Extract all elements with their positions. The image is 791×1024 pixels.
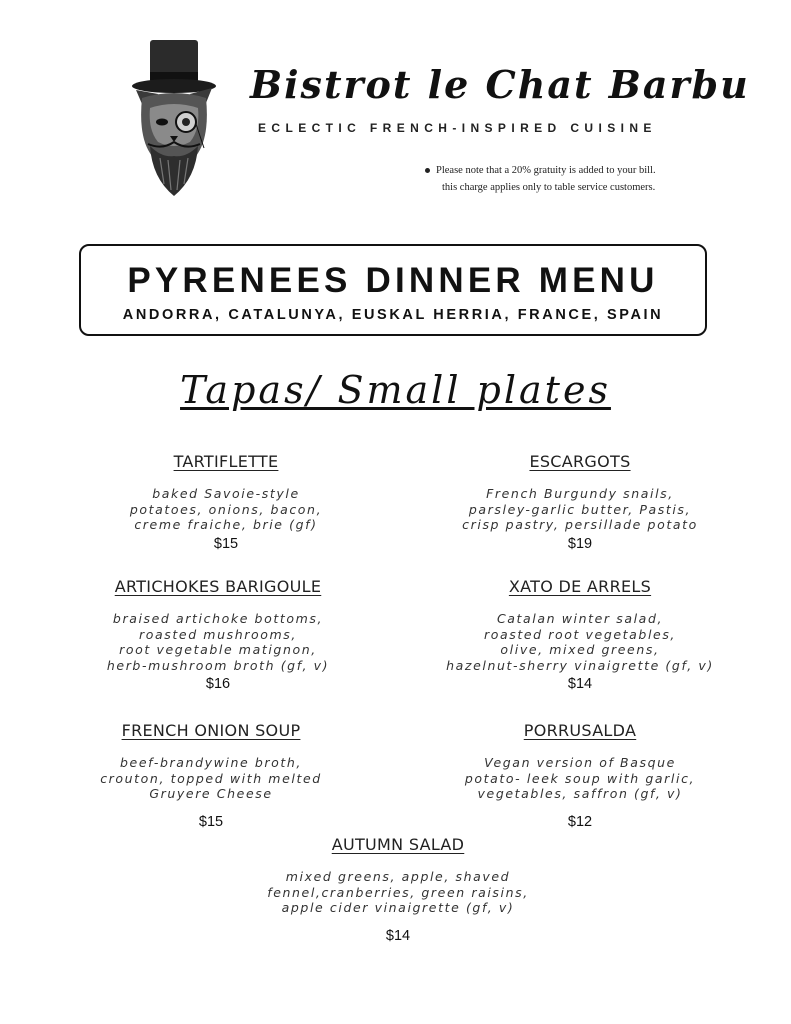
dish-description-line: apple cider vinaigrette (gf, v)	[281, 900, 515, 915]
dish-description	[420, 611, 740, 673]
dish-description-line: baked Savoie-style	[152, 486, 300, 501]
gratuity-note-line-2: this charge applies only to table service customers.	[442, 182, 656, 193]
dish-tartiflette	[76, 452, 376, 552]
dish-price: $16	[205, 676, 231, 692]
menu-regions: ANDORRA, CATALUNYA, EUSKAL HERRIA, FRANCE, SPAIN	[122, 307, 664, 323]
dish-description-line: Vegan version of Basque	[484, 755, 676, 770]
dish-price: $14	[385, 927, 411, 944]
gratuity-note-line-1: Please note that a 20% gratuity is added to your bill.	[420, 162, 720, 179]
menu-title: PYRENEES DINNER MENU	[127, 261, 659, 300]
dish-price: $12	[567, 813, 593, 830]
dish-price: $15	[213, 535, 239, 552]
section-title: Tapas/ Small plates	[180, 368, 611, 412]
dish-name: FRENCH ONION SOUP	[121, 721, 301, 740]
dish-description-line: roasted mushrooms,	[139, 626, 297, 642]
restaurant-tagline: ECLECTIC FRENCH-INSPIRED CUISINE	[258, 121, 657, 135]
dish-description-line: French Burgundy snails,	[486, 486, 674, 501]
dish-description-line: crisp pastry, persillade potato	[462, 517, 698, 532]
dish-xato-de-arrels	[420, 577, 740, 692]
dish-description-line: olive, mixed greens,	[500, 642, 660, 657]
dish-price: $19	[567, 535, 593, 552]
dish-description	[430, 486, 730, 533]
dish-name: TARTIFLETTE	[173, 452, 279, 471]
dish-price: $15	[198, 813, 224, 830]
dish-description-line: Gruyere Cheese	[149, 786, 273, 801]
dish-description-line: parsley-garlic butter, Pastis,	[468, 501, 692, 517]
dish-description-line: Catalan winter salad,	[496, 611, 664, 626]
dish-description-line: herb-mushroom broth (gf, v)	[106, 657, 330, 673]
dish-artichokes-barigoule	[68, 577, 368, 692]
dish-escargots	[430, 452, 730, 552]
dish-porrusalda	[420, 721, 740, 830]
dish-description-line: vegetables, saffron (gf, v)	[477, 786, 683, 801]
dish-description	[420, 755, 740, 802]
dish-name: ESCARGOTS	[529, 452, 631, 471]
dish-description-line: beef-brandywine broth,	[120, 755, 302, 770]
dish-name: ARTICHOKES BARIGOULE	[114, 577, 322, 596]
dish-description-line: root vegetable matignon,	[119, 642, 317, 657]
gratuity-note	[420, 162, 720, 196]
dish-description	[238, 869, 558, 916]
dish-autumn-salad	[238, 835, 558, 944]
dish-description-line: braised artichoke bottoms,	[112, 611, 324, 626]
dish-description-line: crouton, topped with melted	[100, 770, 322, 786]
menu-title-box	[79, 244, 707, 336]
dish-description-line: roasted root vegetables,	[483, 626, 677, 642]
dish-description	[61, 755, 361, 802]
dish-description-line: potato- leek soup with garlic,	[464, 770, 696, 786]
dish-description-line: potatoes, onions, bacon,	[129, 501, 323, 517]
dish-name: PORRUSALDA	[523, 721, 637, 740]
dish-description	[68, 611, 368, 673]
dish-name: XATO DE ARRELS	[508, 577, 652, 596]
bearded-cat-logo-icon	[128, 38, 220, 198]
dish-description	[76, 486, 376, 533]
dish-french-onion-soup	[61, 721, 361, 830]
restaurant-name: Bistrot le Chat Barbu	[250, 62, 750, 107]
dish-price: $14	[567, 676, 593, 692]
dish-description-line: hazelnut-sherry vinaigrette (gf, v)	[446, 657, 714, 673]
dish-description-line: creme fraiche, brie (gf)	[134, 517, 318, 532]
dish-description-line: fennel,cranberries, green raisins,	[267, 884, 529, 900]
dish-name: AUTUMN SALAD	[331, 835, 465, 854]
dish-description-line: mixed greens, apple, shaved	[285, 869, 511, 884]
